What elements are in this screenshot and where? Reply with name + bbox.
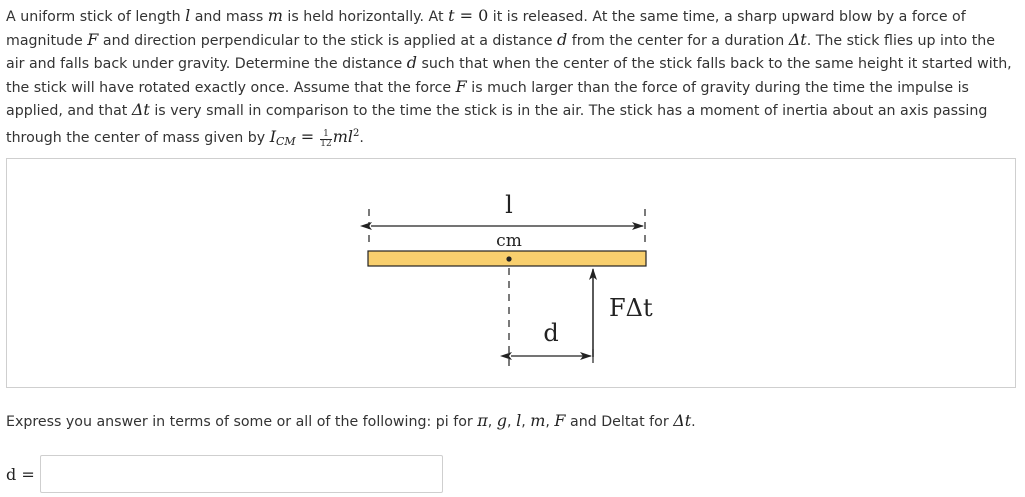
math-g: g bbox=[496, 411, 508, 430]
instruction-text: and Deltat for bbox=[565, 414, 674, 430]
problem-statement bbox=[6, 5, 1014, 153]
problem-text: from the center for a duration bbox=[567, 32, 789, 49]
instruction-text: , bbox=[507, 414, 517, 430]
fraction-one-twelfth bbox=[320, 130, 331, 149]
math-equals: = bbox=[295, 126, 320, 146]
math-F: F bbox=[87, 29, 99, 49]
math-I: I bbox=[269, 126, 277, 146]
math-F: F bbox=[554, 411, 566, 430]
math-t: t bbox=[448, 6, 455, 25]
figure-box bbox=[6, 158, 1016, 388]
instruction-text: Express you answer in terms of some or all of the following: pi for bbox=[6, 414, 478, 430]
math-eq-zero: = 0 bbox=[454, 6, 489, 25]
instruction-text: , bbox=[487, 414, 497, 430]
problem-text: is held horizontally. At bbox=[282, 9, 449, 25]
math-ml: ml bbox=[332, 126, 354, 146]
label-length: l bbox=[505, 191, 513, 219]
center-of-mass-dot bbox=[506, 256, 511, 261]
math-delta-t: Δt bbox=[788, 29, 807, 49]
math-F: F bbox=[455, 76, 467, 96]
label-cm: cm bbox=[496, 231, 522, 251]
answer-instructions bbox=[6, 410, 696, 433]
math-delta-t: Δt bbox=[131, 100, 150, 120]
problem-text: and mass bbox=[190, 9, 268, 25]
fraction-denominator: 12 bbox=[320, 138, 332, 149]
problem-text: . The stick flies up into the air and falls back under gravity. Determine the distance bbox=[6, 32, 996, 73]
math-l: l bbox=[516, 411, 522, 430]
instruction-text: , bbox=[545, 414, 555, 430]
problem-text: . bbox=[359, 129, 364, 146]
math-exponent: 2 bbox=[353, 127, 360, 139]
math-d: d bbox=[406, 53, 417, 73]
answer-label: d = bbox=[6, 464, 35, 484]
problem-text: such that when the center of the stick falls back to the same height it started with, the stick will have rotated exactly once. Assume that the force bbox=[6, 56, 1012, 96]
math-I-subscript: CM bbox=[276, 134, 296, 148]
math-m: m bbox=[530, 411, 546, 430]
problem-text: it is released. At the same time, a sharp upward blow by a force of magnitude bbox=[6, 9, 966, 49]
math-pi: π bbox=[477, 411, 488, 430]
label-force-impulse: FΔt bbox=[609, 294, 653, 322]
problem-text: is much larger than the force of gravity during the time the impulse is applied, and that bbox=[6, 79, 969, 120]
math-delta-t: Δt bbox=[673, 411, 692, 430]
problem-text: A uniform stick of length bbox=[6, 9, 186, 25]
instruction-text: , bbox=[521, 414, 531, 430]
stick-diagram bbox=[7, 159, 1017, 389]
answer-input[interactable] bbox=[40, 455, 443, 493]
instruction-text: . bbox=[691, 414, 696, 430]
label-distance: d bbox=[543, 319, 559, 347]
math-l: l bbox=[185, 6, 191, 25]
answer-row bbox=[6, 454, 443, 494]
math-d: d bbox=[557, 29, 568, 49]
problem-text: and direction perpendicular to the stick is applied at a distance bbox=[98, 32, 558, 49]
problem-text: is very small in comparison to the time the stick is in the air. The stick has a moment of inertia about an axis passing through the center of mass given by bbox=[6, 103, 988, 146]
fraction-numerator: 1 bbox=[320, 130, 331, 140]
math-m: m bbox=[267, 6, 283, 25]
